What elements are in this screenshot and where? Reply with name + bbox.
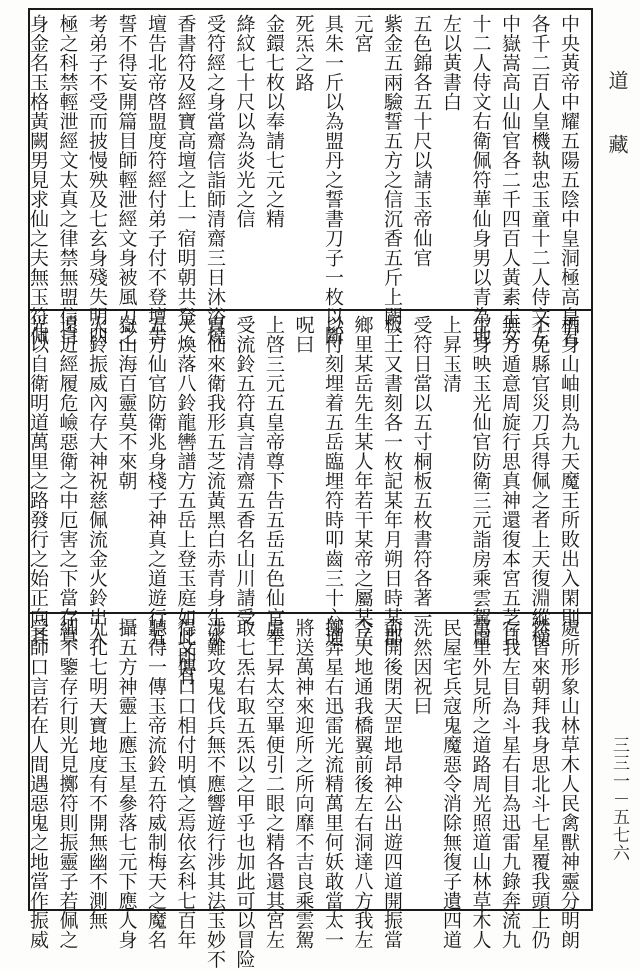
text-column: 受符經之身當齋信詣師清齋三日沐浴燒 xyxy=(204,14,226,346)
text-column: 以付刻埋着五岳臨埋符時叩齒三十六通 xyxy=(322,315,344,647)
text-column: 誓不得妄開篇目師輕泄經文身被風刀之 xyxy=(115,14,138,346)
text-panel-bottom xyxy=(27,614,591,969)
text-column: 前開後閉天罡地昂神公出遊四道開振當 xyxy=(381,618,403,950)
text-column: 壇告北帝啓盟度符經付弟子付不登壇告 xyxy=(145,14,167,346)
text-column: 洗然因祝曰 xyxy=(410,618,433,716)
text-column: 十二人侍文右衛佩符華仙身男以青為地 xyxy=(469,14,492,346)
text-column: 九孔七明天寶地度有不開無幽不測無 xyxy=(86,618,108,930)
text-column: 聽得一傳玉帝流鈴五符威制梅天之魔名 xyxy=(145,618,167,950)
text-column: 將送萬神來迎所之所向靡不吉良乘雲駕 xyxy=(292,618,315,950)
text-column: 生身映玉光仙官防衛三元詣房乘雲駕虛 xyxy=(469,315,492,647)
text-column: 五色錦各五十尺以請玉帝仙官 xyxy=(410,14,433,268)
text-column: 元宮 xyxy=(351,14,374,53)
text-column: 無方遁意周旋行思真神還復本宮五芝自 xyxy=(499,315,521,647)
text-column: 火鈴振威內存大神祝慈佩流金火鈴出入 xyxy=(86,315,108,647)
text-column: 金鐶七枚以奉請七元之精 xyxy=(263,14,285,229)
text-column: 極之科禁輕泄經文太真之律禁無盟信自 xyxy=(56,14,79,346)
text-column: 不免縣官災刀兵得佩之者上天復淵縱橫 xyxy=(528,315,551,647)
text-column: 然皆來朝拜我身思北斗七星覆我頭上仍 xyxy=(528,618,551,950)
text-column: 上啓三元五皇帝尊下告五岳五色仙官奉 xyxy=(263,315,285,647)
text-column: 真仙來衛我形五芝流黃黑白赤青身生水 xyxy=(204,315,226,647)
collection-title: 道 藏 xyxy=(605,70,629,166)
text-column: 萬里外見所之道路周光照道山林草木人 xyxy=(469,618,492,950)
text-column: 鄉里某岳先生某人年若干某帝之屬某岳 xyxy=(351,315,374,647)
text-column: 火煥落八鈴龍轡譜方五岳上登玉庭如此即有 xyxy=(174,315,197,686)
text-column: 民屋宅兵寇鬼魔惡令消除無復子遺四道 xyxy=(440,618,462,950)
text-column: 香書符及經寶高壇之上一宿明朝共登 xyxy=(174,14,197,326)
text-column: 處所形象山林草木人民禽獸神靈分明朗 xyxy=(558,618,580,950)
text-column: 死炁之路 xyxy=(292,14,315,92)
text-column: 得文傳口口相付明慎之焉依玄科七百年 xyxy=(174,618,197,950)
text-column: 光以自衛明道萬里之路發行之始正向其 xyxy=(27,315,49,647)
text-column: 遠近經履危嶮惡衛之中厄害之下當存真 xyxy=(56,315,79,647)
text-column: 五方仙官防衛兆身棧子神真之道遊行五 xyxy=(145,315,167,647)
text-column: 上昇玉清 xyxy=(440,315,462,393)
text-column: 呪曰 xyxy=(292,315,315,354)
text-column: 具朱一斤以為盟丹之誓書刀子一枚以斷 xyxy=(322,14,344,346)
text-column: 擲奔星右迅雷光流精萬里何妖敢當太一 xyxy=(322,618,344,950)
text-column: 細不鑒存行則光見擲符則振靈子若佩之 xyxy=(56,618,79,950)
text-column: 受符日當以五寸桐板五枚書符各著一 xyxy=(410,315,433,627)
text-frame xyxy=(27,8,593,969)
text-column: 取七炁右取五炁以之甲乎也加此可以冒险 xyxy=(233,618,256,969)
text-column: 栖身山岫則為九天魔王所敗出入閑則 xyxy=(558,315,580,627)
text-column: 中嶽嵩高山仙官各二千四百人黃素玉女 xyxy=(499,14,521,346)
text-column: 存我左目為斗星右目為迅雷九錄奔流九 xyxy=(499,618,521,950)
text-column: 紫金五兩驗誓五方之信沉香五斤上闕三 xyxy=(381,14,403,346)
text-column: 嶽山海百靈莫不來朝 xyxy=(115,315,138,491)
text-column: 涉難攻鬼伐兵無不應響遊行涉其法玉妙不 xyxy=(204,618,226,969)
text-column: 考弟子不受而披慢殃及七玄身殘失明四 xyxy=(86,14,108,346)
text-column: 受師口言若在人間遇惡鬼之地當作振威 xyxy=(27,618,49,950)
text-column: 板上又書刻各一枚記某年月朔日時某郡 xyxy=(381,315,403,647)
text-column: 今天地通我橋翼前後左右洞達八方我左 xyxy=(351,618,374,950)
text-column: 受流鈴五符真言清齋五香名山川請受 xyxy=(233,315,256,627)
text-column: 身金名玉格黃闕男見求仙之夫無玉符佩 xyxy=(27,14,49,346)
page-number: 三三一－五七六 xyxy=(609,736,629,862)
text-column: 中央黃帝中耀五陽五陰中皇洞極高皇君 xyxy=(558,14,580,346)
text-column: 攝五方神靈上應玉星參落七元下應人身 xyxy=(115,618,138,950)
text-column: 各千二百人皇機執忠玉童十二人侍文左 xyxy=(528,14,551,346)
text-column: 左以黃書白 xyxy=(440,14,462,112)
text-column: 絳紋七十尺以為炎光之信 xyxy=(233,14,256,229)
text-column: 虛上昇太空畢便引二眼之精各還其宮左 xyxy=(263,618,285,950)
